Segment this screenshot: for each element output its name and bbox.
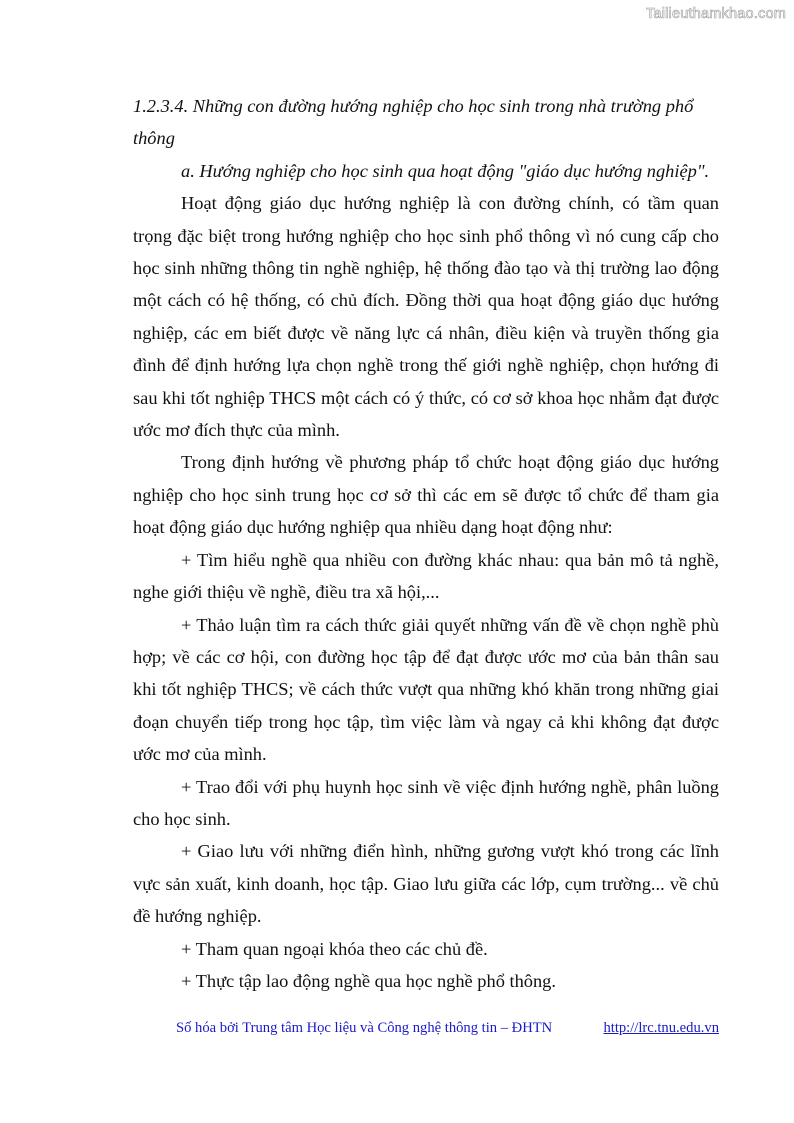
list-item-practice: + Thực tập lao động nghề qua học nghề phổ thông. [181,970,556,991]
list-item-explore: + Tìm hiểu nghề qua nhiều con đường khác nhau: qua bản mô tả nghề, nghe giới thiệu về nghề, điều tra xã hội,... [133,549,719,603]
paragraph-intro: Hoạt động giáo dục hướng nghiệp là con đường chính, có tầm quan trọng đặc biệt trong hướng nghiệp cho học sinh phổ thông vì nó cung cấp cho học sinh những thông tin nghề nghiệp, hệ thống đào tạo và thị trường lao động một cách có hệ thống, có chủ đích. Đồng thời qua hoạt động giáo dục hướng nghiệp, các em biết được về năng lực cá nhân, điều kiện và truyền thống gia đình để định hướng lựa chọn nghề trong thế giới nghề nghiệp, chọn hướng đi sau khi tốt nghiệp THCS một cách có ý thức, có cơ sở khoa học nhằm đạt được ước mơ đích thực của mình. [133,193,719,441]
list-item-exchange: + Giao lưu với những điển hình, những gương vượt khó trong các lĩnh vực sản xuất, kinh doanh, học tập. Giao lưu giữa các lớp, cụm trường... về chủ đề hướng nghiệp. [133,841,719,927]
paragraph-methods: Trong định hướng về phương pháp tổ chức hoạt động giáo dục hướng nghiệp cho học sinh trung học cơ sở thì các em sẽ được tổ chức để tham gia hoạt động giáo dục hướng nghiệp qua nhiều dạng hoạt động như: [133,452,719,538]
list-item-parents: + Trao đổi với phụ huynh học sinh về việc định hướng nghề, phân luồng cho học sinh. [133,776,719,829]
footer-organization: Số hóa bởi Trung tâm Học liệu và Công nghệ thông tin – ĐHTN [176,1020,553,1036]
list-item-discuss: + Thảo luận tìm ra cách thức giải quyết những vấn đề về chọn nghề phù hợp; về các cơ hội, con đường học tập để đạt được ước mơ của bản thân sau khi tốt nghiệp THCS; về cách thức vượt qua những khó khăn trong những giai đoạn chuyển tiếp trong học tập, tìm việc làm và ngay cả khi không đạt được ước mơ của mình. [133,614,719,765]
watermark: Tailieuthamkhao.com [645,6,786,22]
section-heading: 1.2.3.4. Những con đường hướng nghiệp cho học sinh trong nhà trường phổ thông [133,96,694,149]
list-item-field-trip: + Tham quan ngoại khóa theo các chủ đề. [181,938,488,959]
footer-link[interactable]: http://lrc.tnu.edu.vn [603,1020,719,1036]
page-content [133,90,719,997]
section-subheading: a. Hướng nghiệp cho học sinh qua hoạt động "giáo dục hướng nghiệp". [181,160,710,181]
